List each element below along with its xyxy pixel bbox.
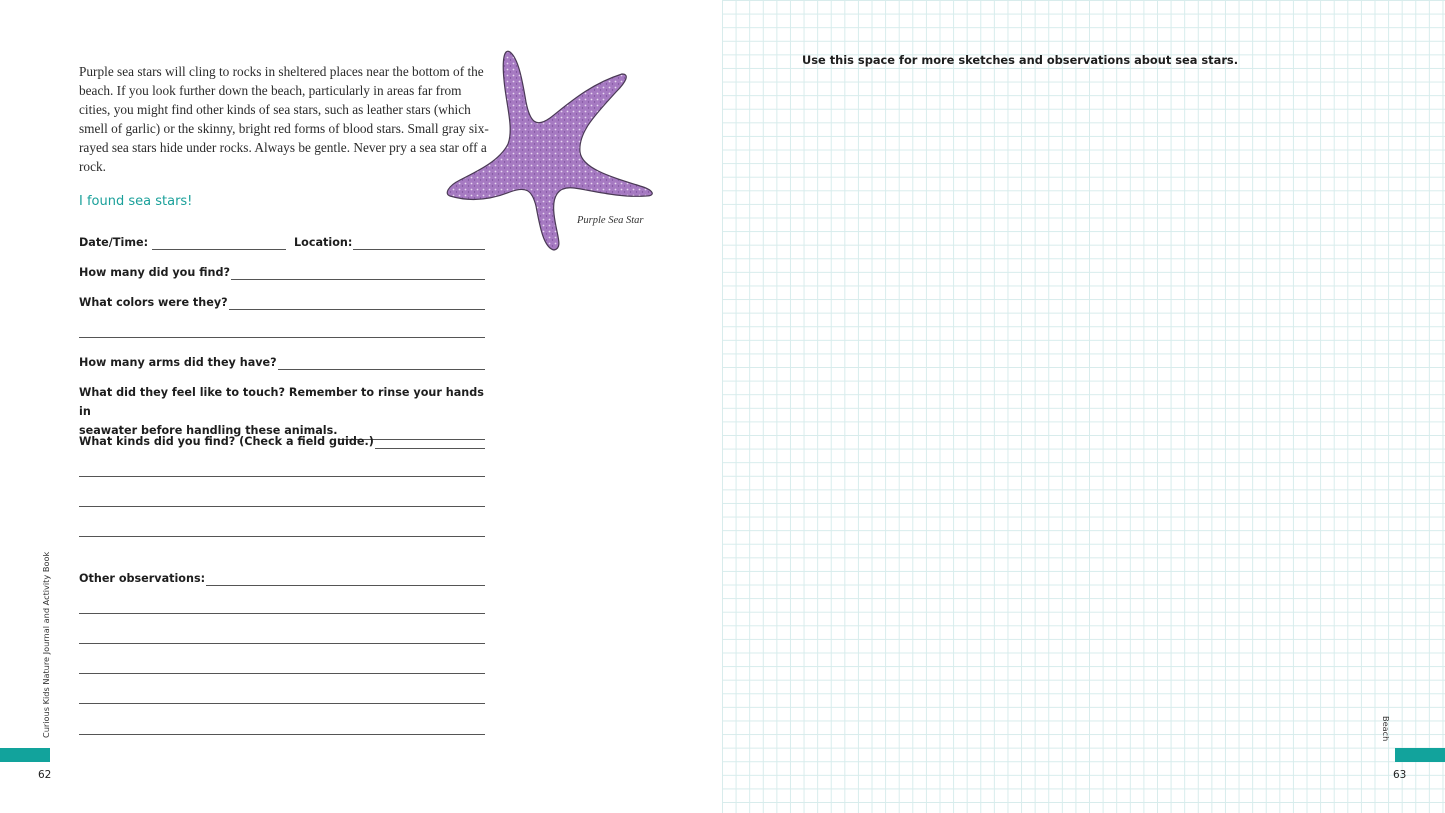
other-extra-line-2[interactable] bbox=[79, 643, 485, 644]
location-label: Location: bbox=[294, 236, 353, 249]
arms-label: How many arms did they have? bbox=[79, 356, 277, 369]
date-location-row bbox=[79, 232, 485, 250]
colors-row bbox=[79, 292, 485, 310]
left-color-tab bbox=[0, 748, 50, 762]
kinds-extra-line-2[interactable] bbox=[79, 506, 485, 507]
other-extra-line-1[interactable] bbox=[79, 613, 485, 614]
other-extra-line-4[interactable] bbox=[79, 703, 485, 704]
kinds-extra-line-1[interactable] bbox=[79, 476, 485, 477]
kinds-label: What kinds did you find? (Check a field guide.) bbox=[79, 435, 374, 448]
found-heading: I found sea stars! bbox=[79, 194, 193, 209]
other-observations-label: Other observations: bbox=[79, 572, 206, 585]
arms-row bbox=[79, 352, 485, 370]
colors-extra-line[interactable] bbox=[79, 337, 485, 338]
other-observations-field[interactable] bbox=[206, 573, 485, 586]
date-time-label: Date/Time: bbox=[79, 236, 149, 249]
page-number-right: 63 bbox=[1393, 769, 1407, 781]
arms-field[interactable] bbox=[278, 357, 485, 370]
touch-label-line1: What did they feel like to touch? Remember to rinse your hands in bbox=[79, 386, 484, 418]
illustration-caption: Purple Sea Star bbox=[577, 215, 644, 226]
intro-paragraph: Purple sea stars will cling to rocks in sheltered places near the bottom of the beach. If you look further down the beach, particularly in areas far from cities, you might find other kinds of sea stars, such as leather stars (which smell of garlic) or the skinny, bright red forms of blood stars. Small gray six-rayed sea stars hide under rocks. Always be gentle. Never pry a sea star off a rock. bbox=[79, 64, 489, 174]
date-time-field[interactable] bbox=[152, 237, 286, 250]
other-extra-line-5[interactable] bbox=[79, 734, 485, 735]
colors-label: What colors were they? bbox=[79, 296, 228, 309]
right-page-grid[interactable] bbox=[722, 0, 1445, 813]
how-many-label: How many did you find? bbox=[79, 266, 230, 279]
how-many-field[interactable] bbox=[231, 267, 485, 280]
right-color-tab bbox=[1395, 748, 1445, 762]
colors-field[interactable] bbox=[229, 297, 485, 310]
kinds-row bbox=[79, 431, 485, 449]
kinds-field[interactable] bbox=[375, 436, 485, 449]
how-many-row bbox=[79, 262, 485, 280]
book-title: Curious Kids Nature Journal and Activity Book bbox=[41, 551, 51, 738]
section-label: Beach bbox=[1381, 716, 1391, 742]
other-observations-row bbox=[79, 568, 485, 586]
touch-label-line2: seawater before handling these animals. bbox=[79, 424, 338, 437]
page-number-left: 62 bbox=[38, 769, 52, 781]
other-extra-line-3[interactable] bbox=[79, 673, 485, 674]
sketch-heading: Use this space for more sketches and observations about sea stars. bbox=[802, 53, 1239, 67]
left-page bbox=[0, 0, 722, 813]
kinds-extra-line-3[interactable] bbox=[79, 536, 485, 537]
